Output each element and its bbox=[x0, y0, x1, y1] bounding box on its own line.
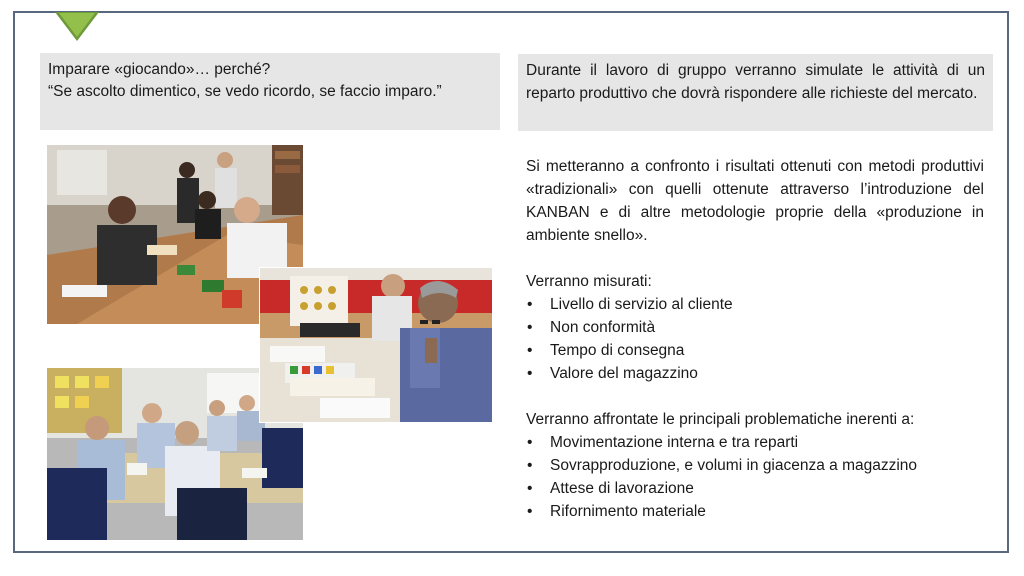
quote-title: Imparare «giocando»… perché? bbox=[48, 61, 271, 78]
quote-box bbox=[40, 53, 500, 130]
body-text bbox=[526, 155, 984, 523]
issues-heading: Verranno affrontate le principali problematiche inerenti a: bbox=[526, 411, 915, 428]
list-item: • Sovrapproduzione, e volumi in giacenza a magazzino bbox=[526, 454, 984, 477]
list-item: • Tempo di consegna bbox=[526, 339, 984, 362]
workshop-photo-board-game bbox=[260, 268, 492, 422]
triangle-marker-fill bbox=[59, 13, 95, 37]
list-item: • Attese di lavorazione bbox=[526, 477, 984, 500]
comparison-paragraph: Si metteranno a confronto i risultati ottenuti con metodi produttivi «tradizionali» con quelli ottenute attraverso l’introduzione del KANBAN e di altre metodologie proprie della «produzione in ambiente snello». bbox=[526, 158, 984, 244]
quote-text: “Se ascolto dimentico, se vedo ricordo, se faccio imparo.” bbox=[48, 83, 442, 100]
list-item: • Livello di servizio al cliente bbox=[526, 293, 984, 316]
measured-list bbox=[526, 293, 984, 385]
intro-text: Durante il lavoro di gruppo verranno simulate le attività di un reparto produttivo che dovrà rispondere alle richieste del mercato. bbox=[526, 62, 985, 102]
list-item: • Rifornimento materiale bbox=[526, 500, 984, 523]
list-item: • Valore del magazzino bbox=[526, 362, 984, 385]
intro-box bbox=[518, 54, 993, 131]
list-item: • Non conformità bbox=[526, 316, 984, 339]
list-item: • Movimentazione interna e tra reparti bbox=[526, 431, 984, 454]
issues-list bbox=[526, 431, 984, 523]
measured-heading: Verranno misurati: bbox=[526, 273, 652, 290]
